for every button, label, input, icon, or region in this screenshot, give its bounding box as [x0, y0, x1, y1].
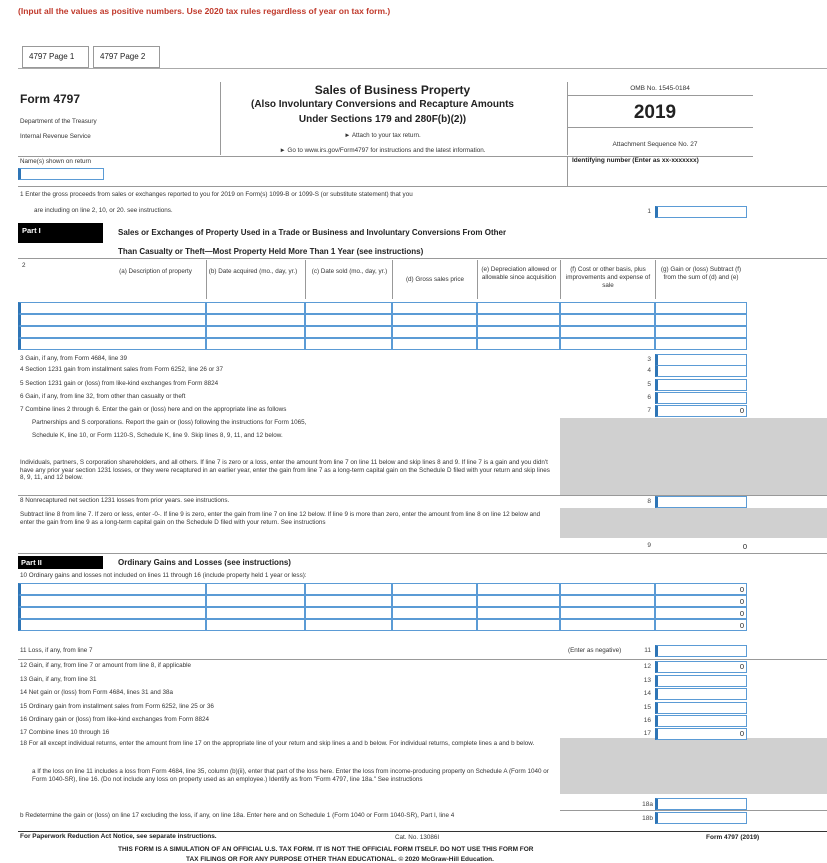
form-title: Sales of Business Property	[314, 83, 471, 97]
line7-text: 7 Combine lines 2 through 6. Enter the gain or (loss) here and on the appropriate line as follows	[20, 406, 287, 413]
line16-input[interactable]	[655, 715, 747, 727]
part2-row-3-col-d[interactable]	[392, 607, 477, 619]
line17-value[interactable]: 0	[739, 729, 744, 738]
part1-row-1-col-b[interactable]	[206, 302, 305, 314]
part2-row-2-col-b[interactable]	[206, 595, 305, 607]
part2-row-1-col-e[interactable]	[477, 583, 560, 595]
part2-row-1-col-d[interactable]	[392, 583, 477, 595]
col-d-header: (d) Gross sales price	[405, 276, 465, 283]
names-input[interactable]	[18, 168, 104, 180]
irs-label: Internal Revenue Service	[20, 133, 91, 140]
part1-row-1-col-f[interactable]	[560, 302, 655, 314]
part1-row-2-col-d[interactable]	[392, 314, 477, 326]
part2-row-4-col-c[interactable]	[305, 619, 392, 631]
line3-number: 3	[647, 356, 651, 363]
omb-number: OMB No. 1545-0184	[630, 85, 690, 92]
part2-row-4-col-b[interactable]	[206, 619, 305, 631]
tax-year: 2019	[633, 102, 677, 123]
attachment-sequence: Attachment Sequence No. 27	[612, 141, 698, 148]
line4-text: 4 Section 1231 gain from installment sales from Form 6252, line 26 or 37	[20, 366, 224, 373]
part1-row-3-col-d[interactable]	[392, 326, 477, 338]
part1-label: Part I	[18, 223, 103, 243]
line14-input[interactable]	[655, 688, 747, 700]
line16-text: 16 Ordinary gain or (loss) from like-kind exchanges from Form 8824	[20, 716, 209, 723]
part1-title-2: Than Casualty or Theft—Most Property Held More Than 1 Year (see instructions)	[118, 247, 424, 256]
line6-text: 6 Gain, if any, from line 32, from other than casualty or theft	[20, 393, 186, 400]
tab-divider	[18, 68, 827, 69]
line14-number: 14	[643, 690, 651, 697]
tab-page-2[interactable]: 4797 Page 2	[93, 46, 160, 68]
line17-text: 17 Combine lines 10 through 16	[20, 729, 110, 736]
line1-input[interactable]	[655, 206, 747, 218]
col-f-header: (f) Cost or other basis, plus improvements and expense of sale	[565, 266, 651, 289]
part1-row-1-col-c[interactable]	[305, 302, 392, 314]
part2-row-2-col-f[interactable]	[560, 595, 655, 607]
part1-row-3-col-a[interactable]	[18, 326, 206, 338]
line14-text: 14 Net gain or (loss) from Form 4684, lines 31 and 38a	[20, 689, 173, 696]
line13-text: 13 Gain, if any, from line 31	[20, 676, 97, 683]
part2-row-3-col-b[interactable]	[206, 607, 305, 619]
part1-row-1-col-e[interactable]	[477, 302, 560, 314]
goto-text: ► Go to www.irs.gov/Form4797 for instructions and the latest information.	[279, 147, 486, 154]
line18a-text: a If the loss on line 11 includes a loss from Form 4684, line 35, column (b)(ii), enter that part of the loss here. Enter the loss from income-producing property on Schedule A (Form 1040 or Form 1040-SR), line 16. (Do not include any loss on property used as an employee.) Identify as from "Form 4797, line 18a." See instructions	[32, 768, 549, 783]
line8-number: 8	[647, 498, 651, 505]
line9-text: Subtract line 8 from line 7. If zero or less, enter -0-. If line 9 is zero, enter the gain from line 7 on line 12 below. If line 9 is more than zero, enter the amount from line 8 on line 12 below and enter the gain from line 9 as a long-term capital gain on the Schedule D filed with your return. See instructions	[20, 511, 541, 526]
part1-row-3-col-f[interactable]	[560, 326, 655, 338]
form-subtitle-1: (Also Involuntary Conversions and Recapture Amounts	[250, 99, 514, 110]
line7-text-c: Schedule K, line 10, or Form 1120-S, Schedule K, line 9. Skip lines 8, 9, 11, and 12 below.	[32, 432, 283, 439]
line1-text-a: 1 Enter the gross proceeds from sales or exchanges reported to you for 2019 on Form(s) 1099-B or 1099-S (or substitute statement) that you	[20, 191, 413, 198]
part2-row-1-col-b[interactable]	[206, 583, 305, 595]
part2-row-4-col-d[interactable]	[392, 619, 477, 631]
line4-input[interactable]	[655, 365, 747, 377]
col-b-header: (b) Date acquired (mo., day, yr.)	[208, 268, 298, 275]
paperwork-notice: For Paperwork Reduction Act Notice, see separate instructions.	[20, 833, 217, 840]
line18b-number: 18b	[642, 815, 653, 822]
line18b-input[interactable]	[655, 812, 747, 824]
part2-row-1-col-a[interactable]	[18, 583, 206, 595]
line16-number: 16	[643, 717, 651, 724]
part2-row-2-col-e[interactable]	[477, 595, 560, 607]
part2-row-3-gain[interactable]: 0	[739, 609, 744, 618]
part1-row-1-col-d[interactable]	[392, 302, 477, 314]
line1-number: 1	[647, 208, 651, 215]
part2-row-3-col-a[interactable]	[18, 607, 206, 619]
part2-row-3-col-c[interactable]	[305, 607, 392, 619]
line1-text-b: are including on line 2, 10, or 20. see instructions.	[34, 207, 173, 214]
part1-row-2-col-g[interactable]	[655, 314, 747, 326]
part1-row-1-col-a[interactable]	[18, 302, 206, 314]
form-name: Form 4797	[20, 92, 81, 106]
names-label: Name(s) shown on return	[20, 158, 92, 165]
line7-number: 7	[647, 407, 651, 414]
part2-row-1-gain[interactable]: 0	[739, 585, 744, 594]
part1-row-3-col-e[interactable]	[477, 326, 560, 338]
line7-value[interactable]: 0	[739, 406, 744, 415]
part2-row-4-col-e[interactable]	[477, 619, 560, 631]
form-footer-id: Form 4797 (2019)	[706, 834, 760, 841]
form-subtitle-2: Under Sections 179 and 280F(b)(2))	[298, 114, 467, 125]
line12-text: 12 Gain, if any, from line 7 or amount from line 8, if applicable	[20, 662, 192, 669]
line18b-text: b Redetermine the gain or (loss) on line 17 excluding the loss, if any, on line 18a. Enter here and on Schedule 1 (Form 1040 or Form 1040-SR), Part I, line 4	[20, 812, 455, 819]
part1-row-3-col-b[interactable]	[206, 326, 305, 338]
part1-row-1-col-g[interactable]	[655, 302, 747, 314]
line17-number: 17	[643, 730, 651, 737]
line15-text: 15 Ordinary gain from installment sales from Form 6252, line 25 or 36	[20, 703, 214, 710]
line11-input[interactable]	[655, 645, 747, 657]
line6-number: 6	[647, 394, 651, 401]
part1-row-4-col-a[interactable]	[18, 338, 206, 350]
line11-number: 11	[644, 647, 651, 654]
part2-row-1-col-c[interactable]	[305, 583, 392, 595]
line7-text-b: Partnerships and S corporations. Report the gain or (loss) following the instructions for Form 1065,	[32, 419, 307, 426]
line3-text: 3 Gain, if any, from Form 4684, line 39	[20, 355, 127, 362]
part2-row-2-col-a[interactable]	[18, 595, 206, 607]
line15-number: 15	[643, 704, 651, 711]
line5-input[interactable]	[655, 379, 747, 391]
part1-row-4-col-d[interactable]	[392, 338, 477, 350]
part2-row-3-col-f[interactable]	[560, 607, 655, 619]
individuals-text: Individuals, partners, S corporation shareholders, and all others. If line 7 is zero or a loss, enter the amount from line 7 on line 11 below and skip lines 8 and 9. If line 7 is a gain and you didn't have any prior year section 1231 losses, or they were recaptured in an earlier year, enter the gain from line 7 as a long-term capital gain on the Schedule D filed with your return and skip lines 8, 9, 11, and 12 below.	[20, 459, 550, 481]
part2-row-4-gain[interactable]: 0	[739, 621, 744, 630]
part1-row-3-col-g[interactable]	[655, 326, 747, 338]
line8-input[interactable]	[655, 496, 747, 508]
line6-input[interactable]	[655, 392, 747, 404]
line11-text: 11 Loss, if any, from line 7	[20, 647, 93, 654]
line18a-input[interactable]	[655, 798, 747, 810]
simulation-notice: THIS FORM IS A SIMULATION OF AN OFFICIAL U.S. TAX FORM. IT IS NOT THE OFFICIAL FORM ITSELF. DO NOT USE THIS FORM FOR	[118, 846, 534, 853]
line13-number: 13	[643, 677, 651, 684]
line5-text: 5 Section 1231 gain or (loss) from like-kind exchanges from Form 8824	[20, 380, 219, 387]
simulation-notice-2: TAX FILINGS OR FOR ANY PURPOSE OTHER THAN EDUCATIONAL. © 2020 McGraw-Hill Education.	[186, 856, 494, 863]
part1-row-4-col-f[interactable]	[560, 338, 655, 350]
col-a-header: (a) Description of property	[119, 268, 192, 275]
col-e-header: (e) Depreciation allowed or allowable since acquisition	[481, 266, 557, 281]
part1-row-4-col-g[interactable]	[655, 338, 747, 350]
line8-text: 8 Nonrecaptured net section 1231 losses from prior years. see instructions.	[20, 497, 230, 504]
part1-row-4-col-b[interactable]	[206, 338, 305, 350]
line11-hint: (Enter as negative)	[568, 647, 622, 654]
part2-row-4-col-f[interactable]	[560, 619, 655, 631]
line5-number: 5	[647, 381, 651, 388]
part1-row-3-col-c[interactable]	[305, 326, 392, 338]
part1-row-2-col-c[interactable]	[305, 314, 392, 326]
line12-number: 12	[643, 663, 651, 670]
part1-row-2-col-f[interactable]	[560, 314, 655, 326]
line15-input[interactable]	[655, 702, 747, 714]
tab-page-1[interactable]: 4797 Page 1	[22, 46, 89, 68]
part1-row-2-col-e[interactable]	[477, 314, 560, 326]
instruction-text: (Input all the values as positive numbers. Use 2020 tax rules regardless of year on tax form.)	[18, 6, 391, 16]
part2-row-2-gain[interactable]: 0	[739, 597, 744, 606]
part2-title: Ordinary Gains and Losses (see instructions)	[118, 558, 291, 567]
cat-number: Cat. No. 13086I	[395, 834, 440, 841]
attach-text: ► Attach to your tax return.	[344, 132, 421, 139]
line10-text: 10 Ordinary gains and losses not included on lines 11 through 16 (include property held 1 year or less):	[20, 572, 307, 579]
part2-row-3-col-e[interactable]	[477, 607, 560, 619]
part2-row-2-col-c[interactable]	[305, 595, 392, 607]
part2-row-2-col-d[interactable]	[392, 595, 477, 607]
part1-row-4-col-e[interactable]	[477, 338, 560, 350]
col-c-header: (c) Date sold (mo., day, yr.)	[311, 268, 388, 275]
part1-row-2-col-b[interactable]	[206, 314, 305, 326]
part2-row-1-col-f[interactable]	[560, 583, 655, 595]
line9-value[interactable]: 0	[742, 542, 747, 551]
part2-label: Part II	[18, 556, 103, 569]
dept-label: Department of the Treasury	[20, 118, 97, 125]
identifying-number-label: Identifying number (Enter as xx-xxxxxxx)	[572, 157, 699, 164]
part2-row-4-col-a[interactable]	[18, 619, 206, 631]
part1-row-4-col-c[interactable]	[305, 338, 392, 350]
gray-box-1	[560, 418, 827, 495]
gray-box-3	[560, 738, 827, 794]
line18-text: 18 For all except individual returns, enter the amount from line 17 on the appropriate line of your return and skip lines a and b below. For individual returns, complete lines a and b below.	[20, 740, 535, 747]
part1-title-1: Sales or Exchanges of Property Used in a Trade or Business and Involuntary Conversions From Other	[118, 228, 507, 237]
gray-box-2	[560, 508, 827, 538]
col-g-header: (g) Gain or (loss) Subtract (f) from the sum of (d) and (e)	[660, 266, 742, 281]
line12-value[interactable]: 0	[739, 662, 744, 671]
part1-row-2-col-a[interactable]	[18, 314, 206, 326]
line9-number: 9	[647, 542, 651, 549]
line18a-number: 18a	[642, 801, 653, 808]
line13-input[interactable]	[655, 675, 747, 687]
line2-number: 2	[22, 262, 26, 269]
line4-number: 4	[647, 367, 651, 374]
